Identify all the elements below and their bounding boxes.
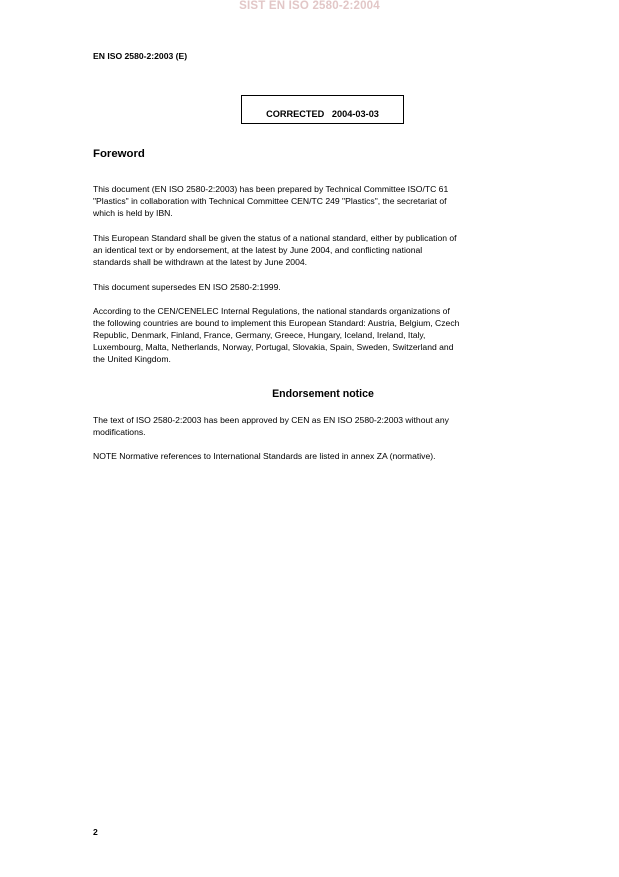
paragraph-line: which is held by IBN. (93, 208, 173, 218)
paragraph-line: NOTE Normative references to International Standards are listed in annex ZA (normative). (93, 451, 436, 461)
paragraph-line: This document supersedes EN ISO 2580-2:1999. (93, 282, 281, 292)
paragraph-line: the United Kingdom. (93, 354, 171, 364)
foreword-paragraph-regulations (93, 305, 553, 365)
endorsement-paragraph-approval (93, 414, 553, 438)
endorsement-heading: Endorsement notice (272, 388, 374, 400)
paragraph-line: the following countries are bound to implement this European Standard: Austria, Belgium, Czech (93, 318, 460, 328)
foreword-paragraph-supersedes (93, 281, 553, 293)
corrected-stamp-text: CORRECTED 2004-03-03 (266, 109, 379, 119)
paragraph-line: According to the CEN/CENELEC Internal Regulations, the national standards organizations of (93, 306, 450, 316)
paragraph-line: an identical text or by endorsement, at the latest by June 2004, and conflicting national (93, 245, 423, 255)
foreword-heading: Foreword (93, 148, 145, 160)
paragraph-line: Luxembourg, Malta, Netherlands, Norway, Portugal, Slovakia, Spain, Sweden, Switzerland and (93, 342, 454, 352)
foreword-paragraph-preparation (93, 183, 553, 219)
watermark: SIST EN ISO 2580-2:2004 (239, 0, 380, 12)
paragraph-line: standards shall be withdrawn at the latest by June 2004. (93, 257, 308, 267)
paragraph-line: This European Standard shall be given the status of a national standard, either by publication of (93, 233, 457, 243)
page-number: 2 (93, 827, 98, 837)
endorsement-paragraph-note (93, 450, 553, 462)
paragraph-line: This document (EN ISO 2580-2:2003) has been prepared by Technical Committee ISO/TC 61 (93, 184, 449, 194)
paragraph-line: "Plastics" in collaboration with Technical Committee CEN/TC 249 "Plastics", the secretariat of (93, 196, 447, 206)
paragraph-line: modifications. (93, 427, 146, 437)
foreword-paragraph-status (93, 232, 553, 268)
paragraph-line: The text of ISO 2580-2:2003 has been approved by CEN as EN ISO 2580-2:2003 without any (93, 415, 449, 425)
paragraph-line: Republic, Denmark, Finland, France, Germany, Greece, Hungary, Iceland, Ireland, Italy, (93, 330, 426, 340)
document-identifier: EN ISO 2580-2:2003 (E) (93, 51, 188, 61)
